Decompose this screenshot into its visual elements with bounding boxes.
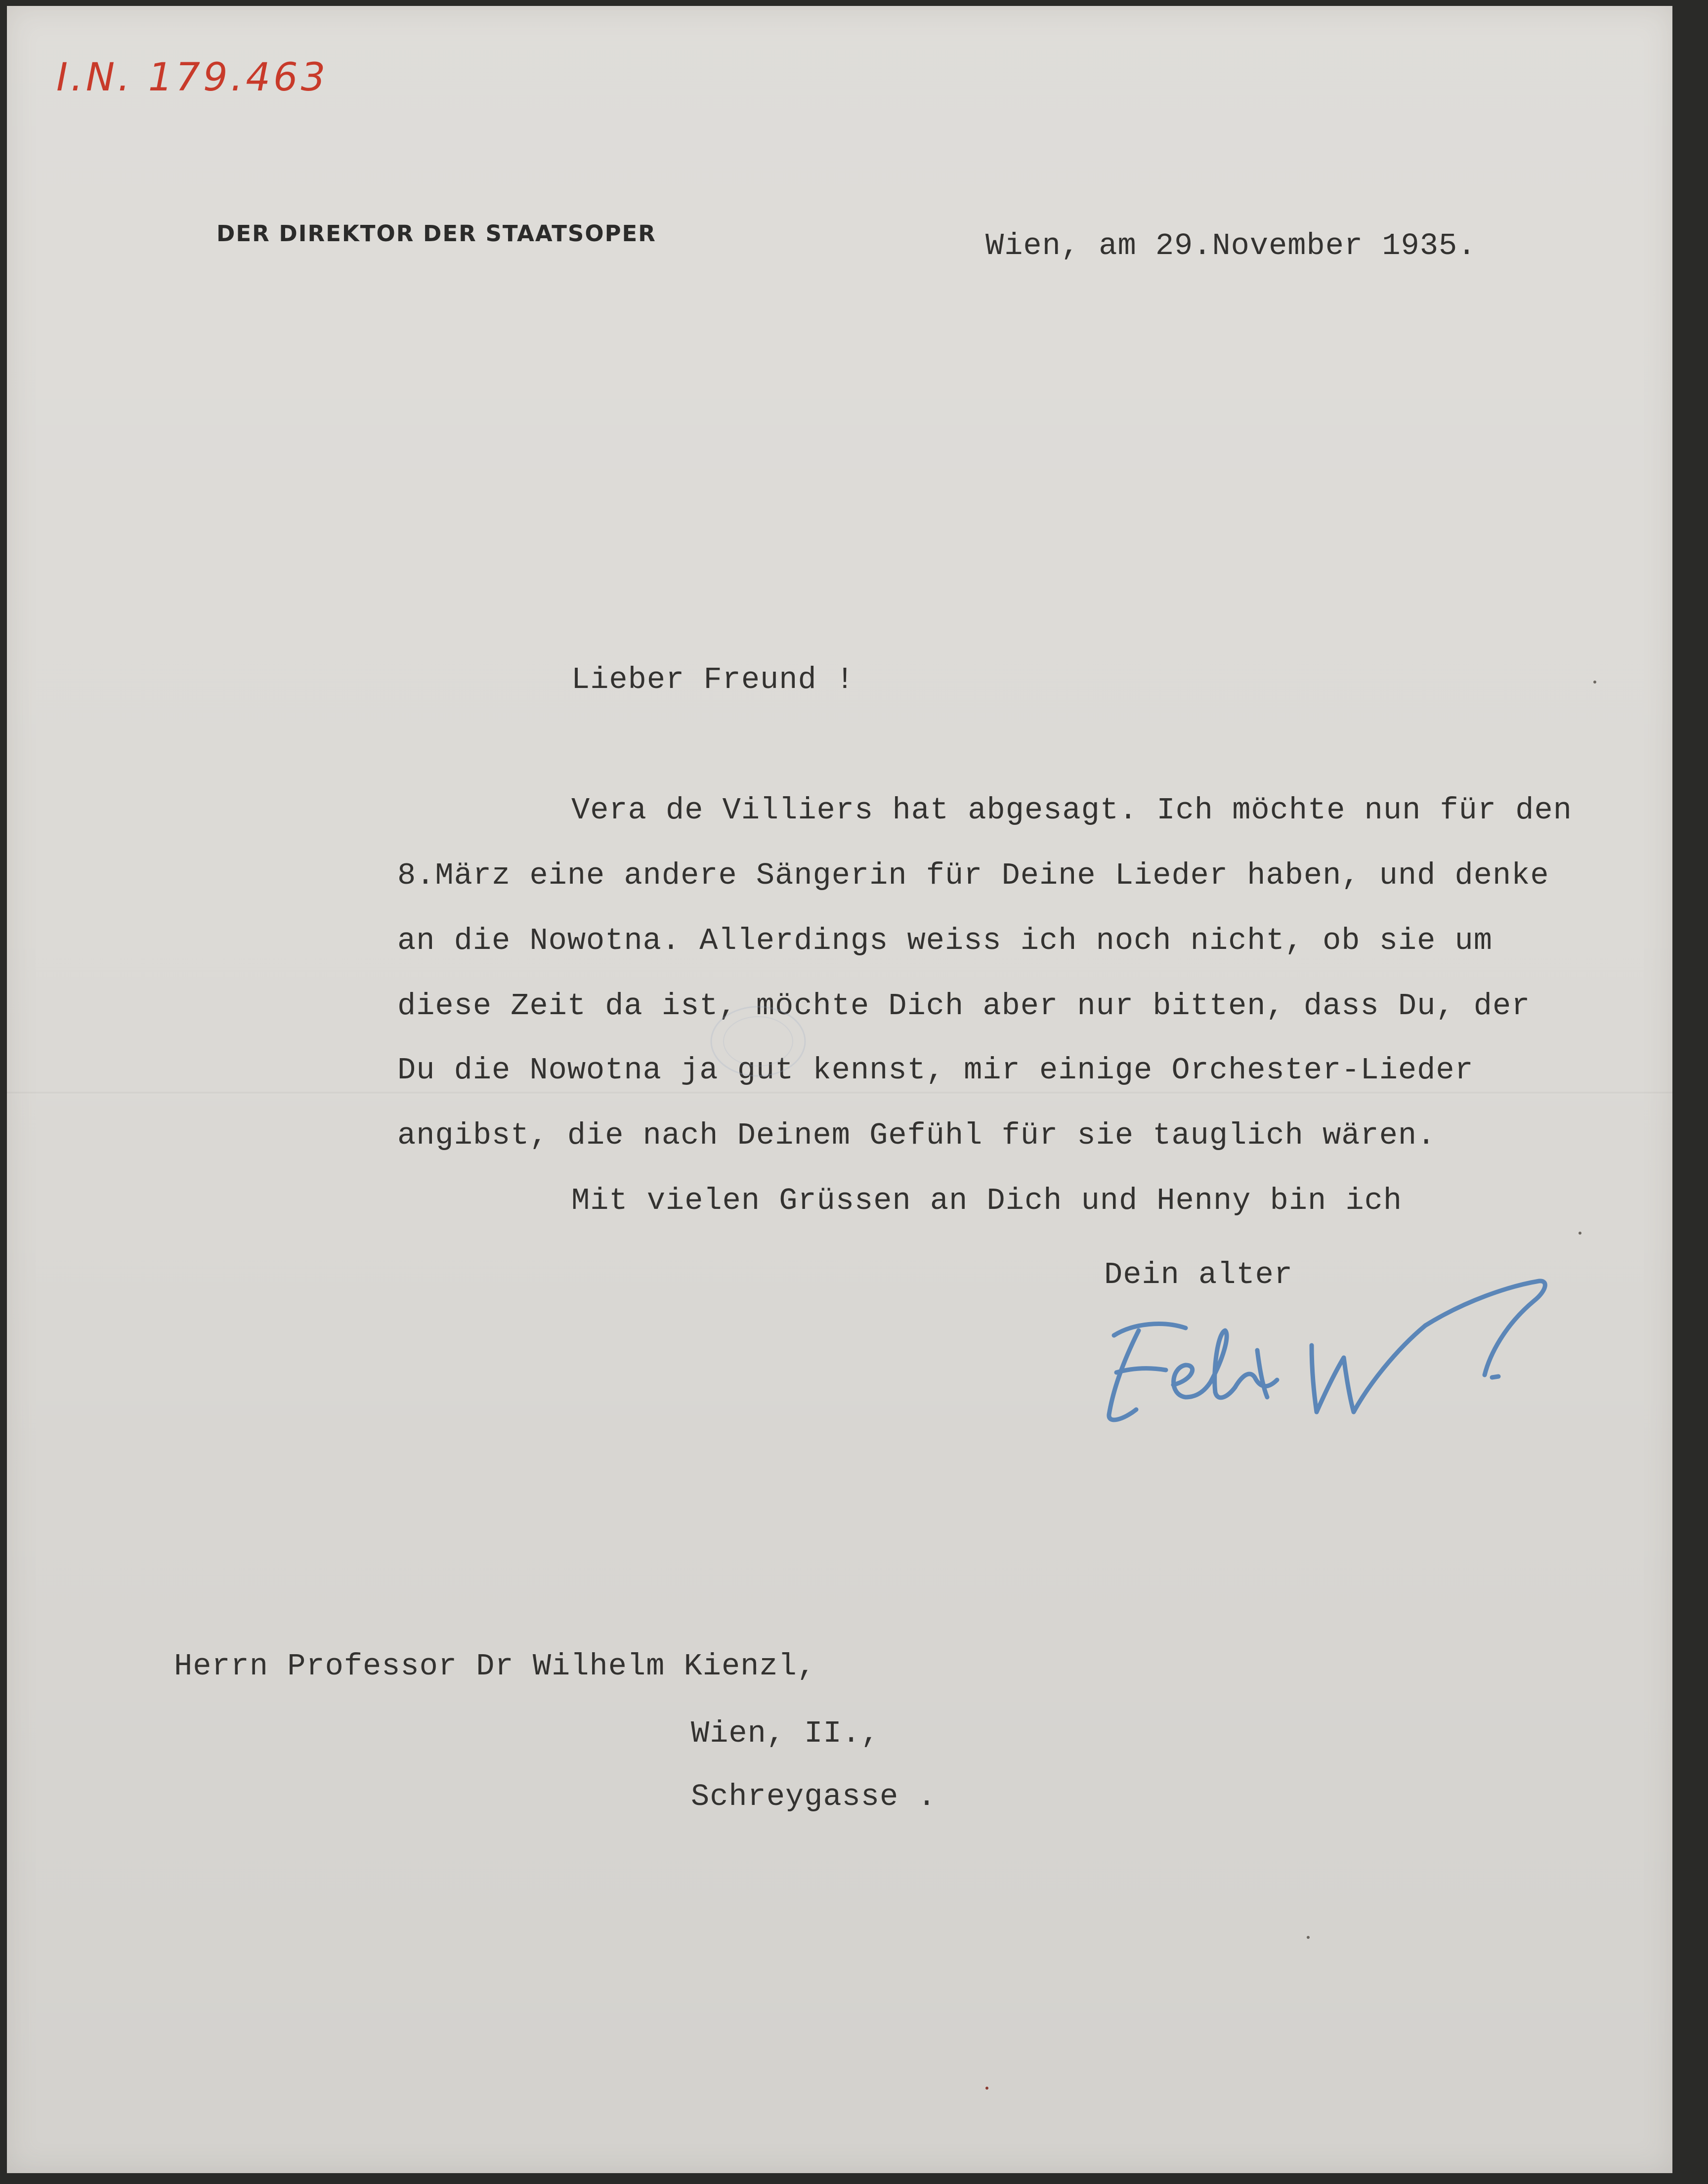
paper-speck <box>1593 681 1596 684</box>
faint-stamp <box>699 999 817 1083</box>
inventory-number: I.N. 179.463 <box>56 55 329 100</box>
address-line: Schreygasse . <box>691 1779 937 1814</box>
salutation: Lieber Freund ! <box>571 662 855 697</box>
body-line: Mit vielen Grüssen an Dich und Henny bin ich <box>571 1183 1403 1218</box>
letter-sheet <box>7 6 1672 2173</box>
address-line: Herrn Professor Dr Wilhelm Kienzl, <box>174 1649 816 1684</box>
body-line: diese Zeit da ist, möchte Dich aber nur bitten, dass Du, der <box>397 988 1531 1024</box>
letterhead: DER DIREKTOR DER STAATSOPER <box>216 220 656 247</box>
body-line: an die Nowotna. Allerdings weiss ich noch nicht, ob sie um <box>397 923 1493 958</box>
paper-speck <box>1579 1232 1581 1235</box>
closing: Dein alter <box>1104 1257 1293 1292</box>
date-line: Wien, am 29.November 1935. <box>985 228 1477 263</box>
address-line: Wien, II., <box>691 1716 880 1751</box>
paper-speck <box>985 2087 988 2090</box>
paper-fold <box>7 1091 1672 1094</box>
body-line: Du die Nowotna ja gut kennst, mir einige Orchester-Lieder <box>397 1053 1474 1088</box>
body-line: Vera de Villiers hat abgesagt. Ich möchte nun für den <box>571 793 1572 828</box>
body-line: 8.März eine andere Sängerin für Deine Lieder haben, und denke <box>397 858 1549 893</box>
body-line: angibst, die nach Deinem Gefühl für sie tauglich wären. <box>397 1118 1436 1153</box>
paper-speck <box>1307 1936 1310 1939</box>
signature <box>1079 1271 1564 1459</box>
